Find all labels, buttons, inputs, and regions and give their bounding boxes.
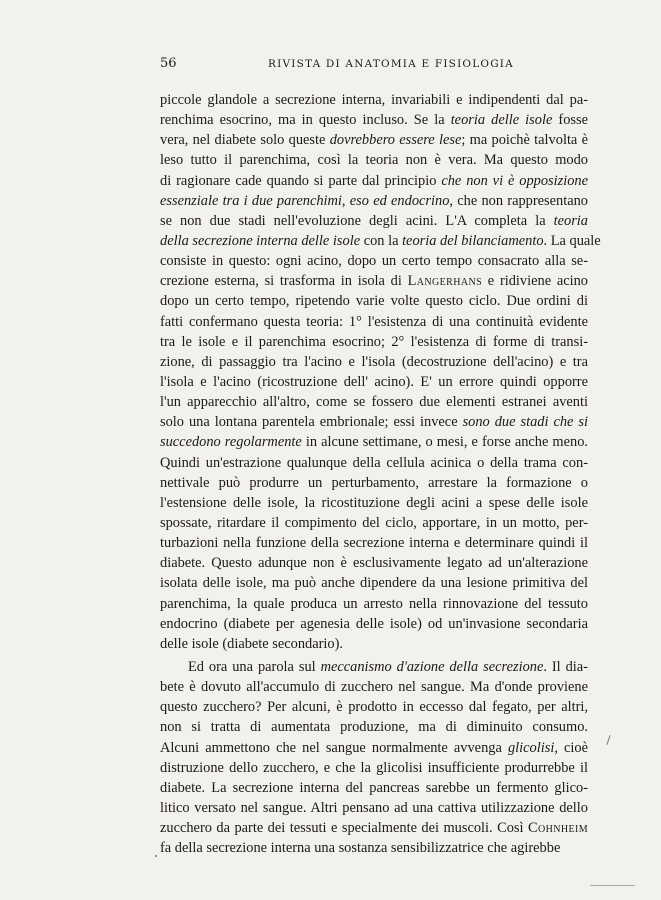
italic-text: della secrezione interna delle isole: [160, 232, 361, 249]
text-span: piccole glandole a secrezione interna, invariabili e indipendenti dal pa-: [160, 92, 588, 108]
text-line: [160, 352, 588, 372]
text-span: l'estensione delle isole, la ricostituzione degli acini a spese delle isole: [160, 494, 588, 511]
italic-text: glicolisi: [507, 739, 555, 756]
text-line: [160, 251, 588, 271]
italic-text: essenziale tra i due parenchimi, eso ed endocrino: [160, 192, 450, 209]
text-line: [160, 473, 588, 493]
text-span: isolata delle isole, ma può anche dipendere da una lesione primitiva del: [160, 575, 588, 592]
text-line: [160, 818, 588, 838]
text-span: di ragionare cade quando si parte dal principio: [160, 172, 442, 189]
text-line: [160, 211, 588, 231]
italic-text: meccanismo d'azione della secrezione: [320, 658, 544, 675]
running-title: RIVISTA DI ANATOMIA E FISIOLOGIA: [268, 58, 514, 70]
italic-text: teoria del bilanciamento: [402, 232, 544, 249]
text-line: [160, 90, 588, 110]
running-header: [160, 56, 590, 72]
text-span: e ridiviene acino: [482, 273, 588, 290]
italic-text: dovrebbero essere lese: [329, 132, 462, 149]
text-line: [160, 573, 588, 593]
text-span: se non due stadi nell'evoluzione degli acini. L'A completa la: [160, 212, 554, 229]
text-span: leso tutto il parenchima, così la teoria non è vera. Ma questo modo: [160, 152, 588, 169]
text-span: ; ma poichè talvolta è: [461, 132, 588, 149]
text-span: zione, di passaggio tra l'acino e l'isola (decostruzione dell'acino) e tra: [160, 353, 588, 370]
text-span: spossate, ritardare il compimento del ciclo, apportare, in un motto, per-: [160, 514, 588, 531]
text-span: fatti confermano questa teoria: 1° l'esistenza di una continuità evidente: [160, 313, 588, 330]
text-span: questo zucchero? Per alcuni, è prodotto in eccesso dal fegato, per altri,: [160, 699, 588, 716]
ink-speck: [155, 855, 157, 857]
text-span: con la: [360, 232, 403, 249]
text-span: , cioè: [554, 739, 588, 756]
text-line: [160, 171, 588, 191]
text-line: [160, 432, 588, 452]
text-line: [160, 614, 588, 634]
text-line: [160, 758, 588, 778]
text-span: delle isole (diabete secondario).: [160, 635, 344, 652]
text-span: solo una lontana parentela embrionale; essi invece: [160, 414, 463, 431]
text-line: [160, 738, 588, 758]
text-line: [160, 291, 588, 311]
text-span: Quindi un'estrazione qualunque della cellula acinica o della trama con-: [160, 454, 588, 471]
text-span: nettivale può produrre un perturbamento, arrestare la formazione o: [160, 474, 588, 491]
text-line: [160, 150, 588, 170]
text-span: vera, nel diabete solo queste: [160, 132, 330, 149]
page-number: 56: [160, 56, 177, 71]
text-span: fa della secrezione interna una sostanza sensibilizzatrice che agirebbe: [160, 840, 561, 857]
text-span: diabete. Questo adunque non è esclusivamente legato ad un'alterazione: [160, 555, 588, 572]
text-span: l'un apparecchio all'altro, come se fossero due elementi estranei aventi: [160, 394, 588, 411]
text-span: crezione esterna, si trasforma in isola di: [160, 273, 408, 290]
text-span: endocrino (diabete per agenesia delle isole) od un'invasione secondaria: [160, 615, 588, 632]
text-span: Alcuni ammettono che nel sangue normalmente avvenga: [160, 739, 508, 756]
text-span: tra le isole e il parenchima esocrino; 2° l'esistenza di forme di transi-: [160, 333, 588, 350]
text-line: [160, 553, 588, 573]
italic-text: teoria delle isole: [450, 112, 553, 129]
text-line: [160, 271, 588, 291]
text-span: in alcune settimane, o mesi, e forse anche meno.: [301, 434, 588, 451]
bottom-rule: [590, 885, 635, 886]
text-span: renchima esocrino, ma in questo incluso. Se la: [160, 112, 451, 129]
text-line: [160, 533, 588, 553]
text-line: [160, 312, 588, 332]
text-span: zucchero da parte dei tessuti e specialmente dei muscoli. Così: [160, 820, 528, 837]
text-line: [160, 513, 588, 533]
text-span: Ed ora una parola sul: [188, 658, 321, 675]
text-line: [160, 677, 588, 697]
text-line: [160, 594, 588, 614]
small-caps-name: Langerhans: [407, 273, 483, 290]
text-line: [160, 634, 588, 654]
text-line: [160, 372, 588, 392]
text-line: [160, 798, 588, 818]
margin-mark: [606, 735, 610, 745]
text-span: distruzione dello zucchero, e che la glicolisi insufficiente produrrebbe il: [160, 759, 588, 776]
text-line: [160, 697, 588, 717]
text-line: [160, 332, 588, 352]
text-line: [160, 130, 588, 150]
italic-text: teoria: [553, 212, 588, 229]
text-span: fosse: [552, 112, 588, 129]
italic-text: sono due stadi che si: [462, 414, 588, 431]
text-span: diabete. La secrezione interna del pancreas sarebbe un fermento glico-: [160, 779, 588, 796]
text-line: [160, 412, 588, 432]
text-span: bete è dovuto all'accumulo di zucchero nel sangue. Ma d'onde proviene: [160, 679, 588, 696]
text-span: turbazioni nella funzione della secrezione interna e determinare quindi il: [160, 535, 588, 552]
italic-text: che non vi è opposizione: [441, 172, 589, 189]
text-line: [160, 778, 588, 798]
text-span: non si tratta di aumentata produzione, ma di diminuito consumo.: [160, 719, 588, 736]
text-span: dopo un certo tempo, ripetendo varie volte questo ciclo. Due ordini di: [160, 293, 588, 310]
text-line: [160, 392, 588, 412]
text-line: [160, 657, 588, 677]
text-line: [160, 231, 601, 251]
text-span: . La quale: [543, 232, 601, 249]
text-line: [160, 453, 588, 473]
small-caps-name: Cohnheim: [527, 820, 588, 837]
text-span: l'isola e l'acino (ricostruzione dell' acino). E' un errore quindi opporre: [160, 373, 588, 390]
text-span: consiste in questo: ogni acino, dopo un certo tempo consacrato alla se-: [160, 253, 588, 270]
text-span: . Il dia-: [543, 658, 588, 675]
text-span: parenchima, la quale produca un arresto nella rinnovazione del tessuto: [160, 595, 588, 612]
text-line: [160, 110, 588, 130]
text-span: , che non rappresentano: [449, 192, 589, 209]
text-line: [160, 717, 588, 737]
italic-text: succedono regolarmente: [160, 434, 302, 451]
text-span: litico versato nel sangue. Altri pensano ad una cattiva utilizzazione dello: [160, 799, 588, 816]
text-line: [160, 191, 588, 211]
body-text: [160, 90, 601, 858]
text-line: [160, 838, 588, 858]
text-line: [160, 493, 588, 513]
